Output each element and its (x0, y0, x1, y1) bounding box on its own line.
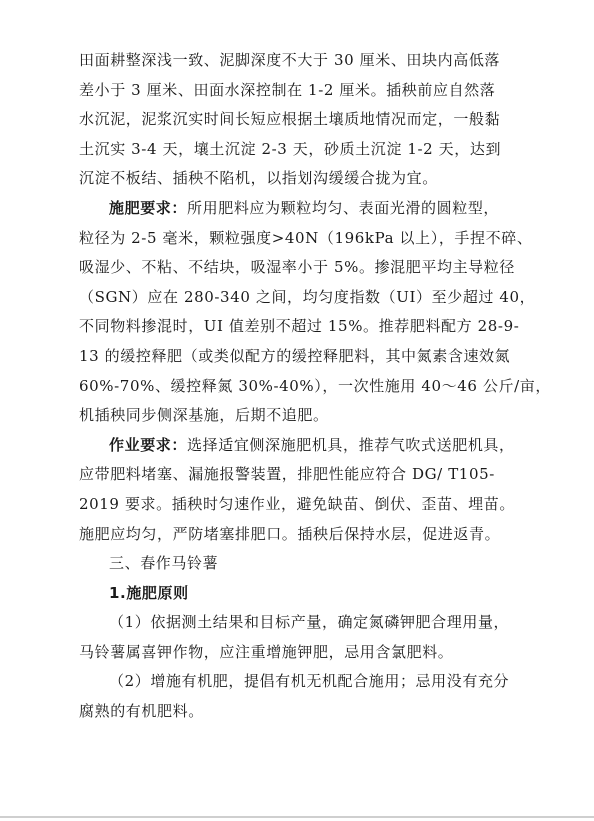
list-item-1-line-2: 马铃薯属喜钾作物，应注重增施钾肥，忌用含氯肥料。 (79, 642, 454, 661)
paragraph-line: 沉淀不板结、插秧不陷机，以指划沟缓缓合拢为宜。 (79, 169, 438, 188)
paragraph-line: 土沉实 3-4 天，壤土沉淀 2-3 天，砂质土沉淀 1-2 天，达到 (79, 139, 502, 158)
paragraph-line: 60%-70%、缓控释氮 30%-40%），一次性施用 40～46 公斤/亩， (79, 376, 551, 395)
paragraph-line: 13 的缓控释肥（或类似配方的缓控释肥料，其中氮素含速效氮 (79, 346, 511, 365)
operation-requirement-text: 选择适宜侧深施肥机具，推荐气吹式送肥机具， (187, 435, 515, 454)
paragraph-line: 粒径为 2-5 毫米，颗粒强度>40N（196kPa 以上），手捏不碎、 (79, 228, 533, 247)
fertilizer-requirement-label: 施肥要求： (109, 198, 188, 217)
fertilizer-requirement-text: 所用肥料应为颗粒均匀、表面光滑的圆粒型， (187, 198, 500, 217)
paragraph-line: 田面耕整深浅一致、泥脚深度不大于 30 厘米、田块内高低落 (79, 51, 501, 69)
paragraph-line: 不同物料掺混时，UI 值差别不超过 15%。推荐肥料配方 28-9- (79, 317, 520, 336)
paragraph-line: 差小于 3 厘米、田面水深控制在 1-2 厘米。插秧前应自然落 (79, 80, 496, 99)
operation-requirement-label: 作业要求： (109, 435, 188, 454)
list-item-1-line-1: （1）依据测土结果和目标产量，确定氮磷钾肥合理用量， (109, 613, 510, 632)
paragraph-line: （SGN）应在 280-340 之间，均匀度指数（UI）至少超过 40， (79, 287, 536, 306)
paragraph-line: 吸湿少、不粘、不结块，吸湿率小于 5%。掺混肥平均主导粒径 (79, 258, 515, 277)
document-body (79, 46, 551, 727)
page-bottom-divider (0, 816, 594, 818)
paragraph-line: 机插秧同步侧深基施，后期不追肥。 (79, 406, 329, 425)
subheading: 1.施肥原则 (109, 583, 189, 602)
list-item-2-line-1: （2）增施有机肥，提倡有机无机配合施用；忌用没有充分 (109, 672, 510, 691)
paragraph-line: 水沉泥，泥浆沉实时间长短应根据土壤质地情况而定，一般黏 (79, 110, 501, 129)
section-heading: 三、春作马铃薯 (109, 554, 219, 573)
list-item-2-line-2: 腐熟的有机肥料。 (79, 702, 204, 721)
fertilizer-requirement-first-line (79, 194, 534, 224)
paragraph-line: 应带肥料堵塞、漏施报警装置，排肥性能应符合 DG/ T105- (79, 465, 495, 484)
operation-requirement-first-line (79, 431, 534, 461)
paragraph-line: 2019 要求。插秧时匀速作业，避免缺苗、倒伏、歪苗、埋苗。 (79, 494, 515, 513)
paragraph-line: 施肥应均匀，严防堵塞排肥口。插秧后保持水层，促进返青。 (79, 524, 501, 543)
